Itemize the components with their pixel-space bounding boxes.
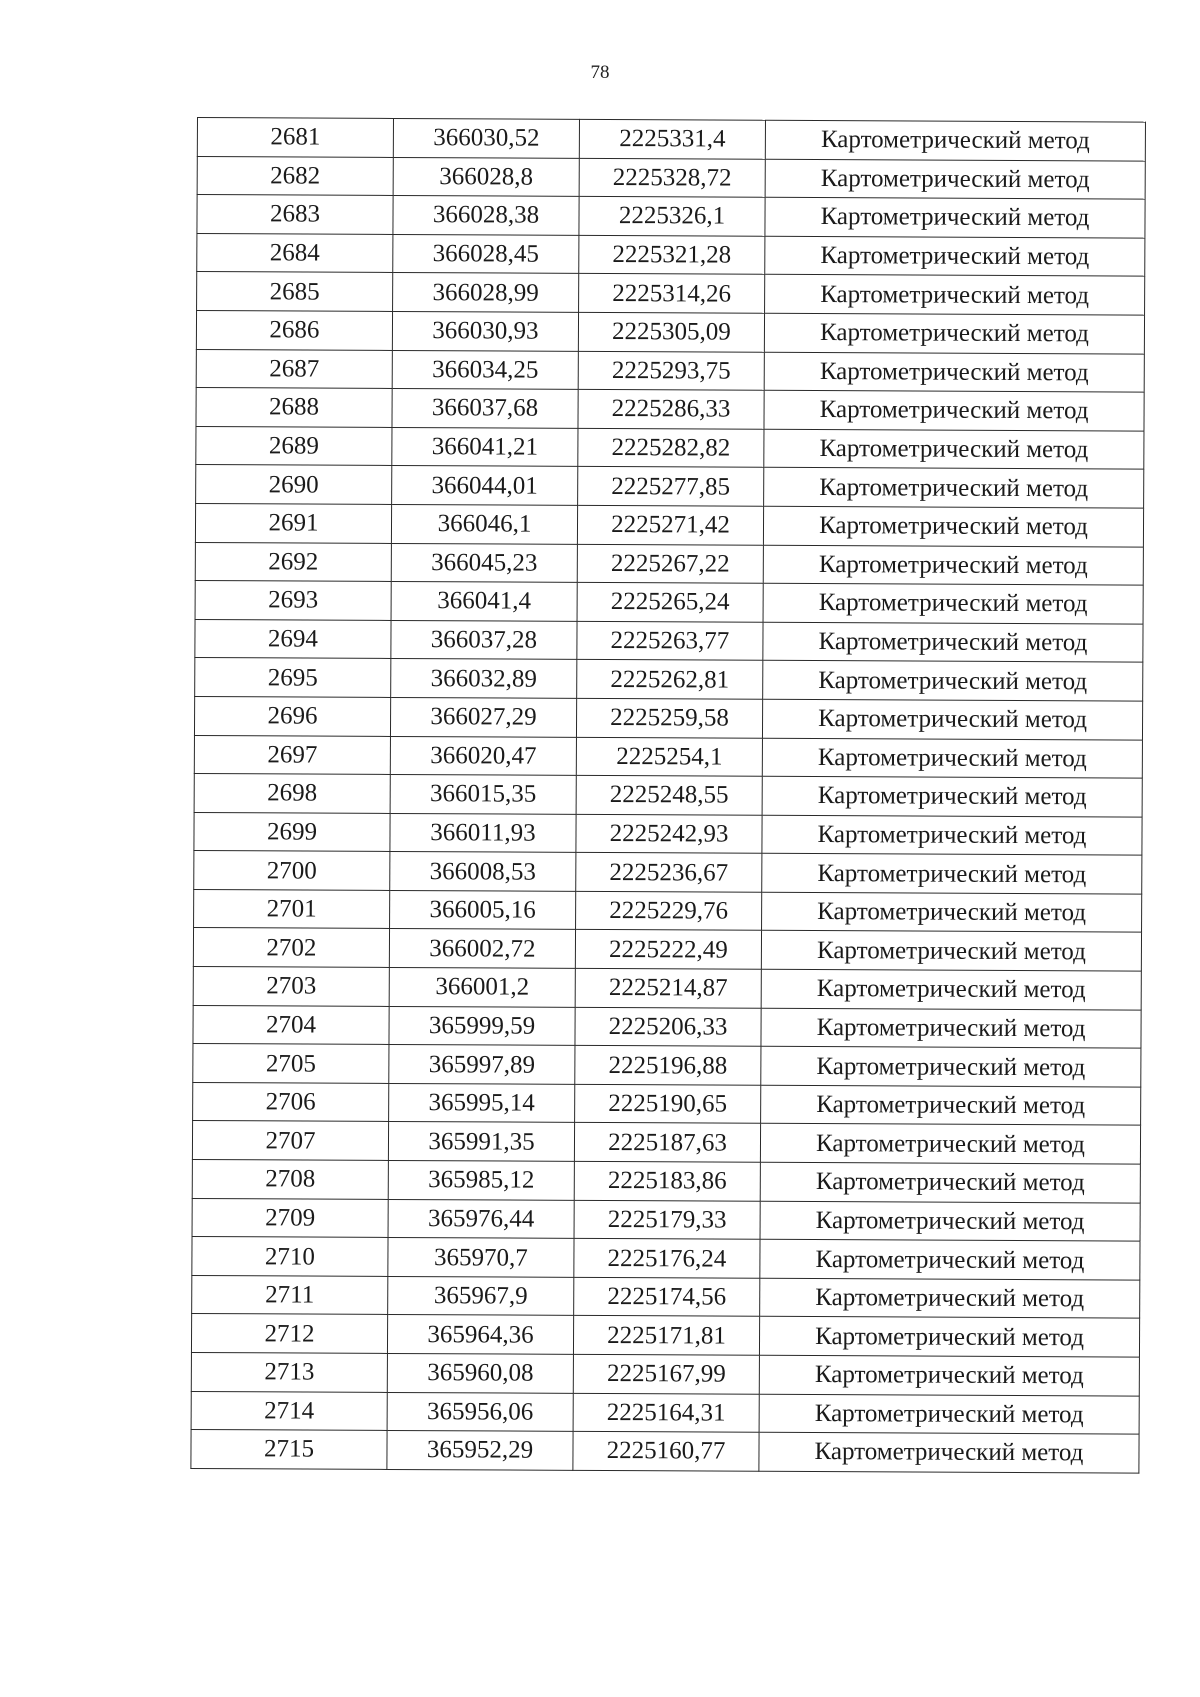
y-coordinate-cell: 2225236,67 [576, 853, 762, 893]
y-coordinate-cell: 2225259,58 [576, 698, 762, 738]
y-coordinate-cell: 2225331,4 [579, 119, 765, 159]
y-coordinate-cell: 2225206,33 [575, 1007, 761, 1047]
y-coordinate-cell: 2225174,56 [574, 1277, 760, 1317]
point-number-cell: 2681 [197, 118, 393, 158]
x-coordinate-cell: 366027,29 [390, 697, 576, 737]
table-row [192, 1198, 1140, 1241]
x-coordinate-cell: 365967,9 [388, 1276, 574, 1316]
y-coordinate-cell: 2225160,77 [573, 1432, 759, 1472]
method-cell: Картометрический метод [764, 468, 1144, 508]
method-cell: Картометрический метод [761, 1047, 1141, 1087]
y-coordinate-cell: 2225282,82 [578, 428, 764, 468]
method-cell: Картометрический метод [760, 1278, 1140, 1318]
point-number-cell: 2688 [196, 388, 392, 428]
x-coordinate-cell: 366041,4 [391, 582, 577, 622]
x-coordinate-cell: 366005,16 [390, 890, 576, 930]
method-cell: Картометрический метод [764, 313, 1144, 353]
y-coordinate-cell: 2225267,22 [577, 544, 763, 584]
table-row [191, 1352, 1139, 1395]
method-cell: Картометрический метод [762, 738, 1142, 778]
method-cell: Картометрический метод [762, 892, 1142, 932]
y-coordinate-cell: 2225190,65 [575, 1084, 761, 1124]
method-cell: Картометрический метод [761, 931, 1141, 971]
method-cell: Картометрический метод [765, 236, 1145, 276]
table-row [194, 696, 1142, 739]
table-row [191, 1314, 1139, 1357]
y-coordinate-cell: 2225179,33 [574, 1200, 760, 1240]
method-cell: Картометрический метод [765, 120, 1145, 160]
point-number-cell: 2697 [194, 735, 390, 775]
y-coordinate-cell: 2225254,1 [576, 737, 762, 777]
point-number-cell: 2687 [196, 349, 392, 389]
table-row [197, 233, 1145, 276]
y-coordinate-cell: 2225196,88 [575, 1046, 761, 1086]
point-number-cell: 2712 [191, 1314, 387, 1354]
point-number-cell: 2710 [192, 1237, 388, 1277]
point-number-cell: 2691 [195, 503, 391, 543]
y-coordinate-cell: 2225321,28 [579, 235, 765, 275]
table-row [196, 349, 1144, 392]
x-coordinate-cell: 366044,01 [392, 466, 578, 506]
point-number-cell: 2689 [196, 426, 392, 466]
point-number-cell: 2696 [194, 696, 390, 736]
table-row [197, 195, 1145, 238]
table-row [195, 581, 1143, 624]
point-number-cell: 2714 [191, 1391, 387, 1431]
method-cell: Картометрический метод [763, 506, 1143, 546]
table-row [193, 1082, 1141, 1125]
x-coordinate-cell: 366046,1 [391, 504, 577, 544]
table-row [197, 156, 1145, 199]
table-row [196, 426, 1144, 469]
x-coordinate-cell: 365976,44 [388, 1199, 574, 1239]
point-number-cell: 2713 [191, 1352, 387, 1392]
x-coordinate-cell: 366028,8 [393, 157, 579, 197]
table-row [191, 1430, 1139, 1473]
x-coordinate-cell: 366037,28 [391, 620, 577, 660]
table-row [193, 928, 1141, 971]
method-cell: Картометрический метод [763, 545, 1143, 585]
method-cell: Картометрический метод [764, 352, 1144, 392]
method-cell: Картометрический метод [760, 1201, 1140, 1241]
y-coordinate-cell: 2225326,1 [579, 197, 765, 237]
table-row [195, 619, 1143, 662]
method-cell: Картометрический метод [762, 815, 1142, 855]
y-coordinate-cell: 2225262,81 [577, 660, 763, 700]
method-cell: Картометрический метод [765, 159, 1145, 199]
method-cell: Картометрический метод [762, 699, 1142, 739]
x-coordinate-cell: 366020,47 [390, 736, 576, 776]
x-coordinate-cell: 365964,36 [387, 1315, 573, 1355]
y-coordinate-cell: 2225214,87 [575, 968, 761, 1008]
coordinates-table [190, 117, 1146, 1473]
y-coordinate-cell: 2225305,09 [578, 312, 764, 352]
y-coordinate-cell: 2225171,81 [573, 1316, 759, 1356]
y-coordinate-cell: 2225167,99 [573, 1354, 759, 1394]
x-coordinate-cell: 366041,21 [392, 427, 578, 467]
table-row [192, 1160, 1140, 1203]
table-row [194, 735, 1142, 778]
y-coordinate-cell: 2225314,26 [579, 274, 765, 314]
method-cell: Картометрический метод [763, 661, 1143, 701]
point-number-cell: 2685 [197, 272, 393, 312]
table-row [194, 812, 1142, 855]
y-coordinate-cell: 2225248,55 [576, 775, 762, 815]
y-coordinate-cell: 2225187,63 [574, 1123, 760, 1163]
x-coordinate-cell: 366034,25 [392, 350, 578, 390]
table-row [197, 118, 1145, 161]
method-cell: Картометрический метод [765, 275, 1145, 315]
x-coordinate-cell: 366030,52 [393, 118, 579, 158]
y-coordinate-cell: 2225328,72 [579, 158, 765, 198]
table-row [193, 1044, 1141, 1087]
point-number-cell: 2686 [196, 310, 392, 350]
table-row [196, 465, 1144, 508]
y-coordinate-cell: 2225271,42 [577, 505, 763, 545]
point-number-cell: 2692 [195, 542, 391, 582]
point-number-cell: 2700 [194, 851, 390, 891]
point-number-cell: 2715 [191, 1430, 387, 1470]
point-number-cell: 2690 [196, 465, 392, 505]
table-row [192, 1275, 1140, 1318]
method-cell: Картометрический метод [764, 429, 1144, 469]
method-cell: Картометрический метод [762, 776, 1142, 816]
y-coordinate-cell: 2225263,77 [577, 621, 763, 661]
table-row [194, 774, 1142, 817]
point-number-cell: 2698 [194, 774, 390, 814]
point-number-cell: 2707 [192, 1121, 388, 1161]
x-coordinate-cell: 366030,93 [392, 311, 578, 351]
table-row [196, 310, 1144, 353]
point-number-cell: 2701 [194, 889, 390, 929]
method-cell: Картометрический метод [759, 1432, 1139, 1472]
table-row [195, 503, 1143, 546]
y-coordinate-cell: 2225242,93 [576, 814, 762, 854]
x-coordinate-cell: 365985,12 [388, 1160, 574, 1200]
method-cell: Картометрический метод [759, 1317, 1139, 1357]
point-number-cell: 2706 [193, 1082, 389, 1122]
method-cell: Картометрический метод [761, 969, 1141, 1009]
point-number-cell: 2682 [197, 156, 393, 196]
table-row [194, 851, 1142, 894]
method-cell: Картометрический метод [760, 1124, 1140, 1164]
point-number-cell: 2708 [192, 1160, 388, 1200]
method-cell: Картометрический метод [760, 1162, 1140, 1202]
x-coordinate-cell: 365995,14 [389, 1083, 575, 1123]
x-coordinate-cell: 366028,38 [393, 196, 579, 236]
point-number-cell: 2711 [192, 1275, 388, 1315]
x-coordinate-cell: 365952,29 [387, 1431, 573, 1471]
point-number-cell: 2699 [194, 812, 390, 852]
point-number-cell: 2693 [195, 581, 391, 621]
table-row [195, 542, 1143, 585]
method-cell: Картометрический метод [761, 1085, 1141, 1125]
method-cell: Картометрический метод [761, 1008, 1141, 1048]
y-coordinate-cell: 2225293,75 [578, 351, 764, 391]
method-cell: Картометрический метод [764, 390, 1144, 430]
method-cell: Картометрический метод [759, 1394, 1139, 1434]
x-coordinate-cell: 366008,53 [390, 852, 576, 892]
x-coordinate-cell: 365991,35 [388, 1122, 574, 1162]
y-coordinate-cell: 2225164,31 [573, 1393, 759, 1433]
page-number: 78 [590, 62, 610, 83]
x-coordinate-cell: 366011,93 [390, 813, 576, 853]
table-row [197, 272, 1145, 315]
x-coordinate-cell: 366037,68 [392, 389, 578, 429]
x-coordinate-cell: 366015,35 [390, 775, 576, 815]
x-coordinate-cell: 365999,59 [389, 1006, 575, 1046]
table-row [194, 889, 1142, 932]
table-row [192, 1237, 1140, 1280]
x-coordinate-cell: 366028,99 [393, 273, 579, 313]
x-coordinate-cell: 366045,23 [391, 543, 577, 583]
method-cell: Картометрический метод [765, 197, 1145, 237]
x-coordinate-cell: 366032,89 [391, 659, 577, 699]
method-cell: Картометрический метод [763, 622, 1143, 662]
table-row [193, 967, 1141, 1010]
coordinates-table-body [191, 118, 1146, 1473]
table-row [195, 658, 1143, 701]
method-cell: Картометрический метод [759, 1355, 1139, 1395]
method-cell: Картометрический метод [760, 1239, 1140, 1279]
point-number-cell: 2704 [193, 1005, 389, 1045]
point-number-cell: 2695 [195, 658, 391, 698]
y-coordinate-cell: 2225176,24 [574, 1239, 760, 1279]
x-coordinate-cell: 365956,06 [387, 1392, 573, 1432]
method-cell: Картометрический метод [762, 854, 1142, 894]
method-cell: Картометрический метод [763, 583, 1143, 623]
point-number-cell: 2684 [197, 233, 393, 273]
y-coordinate-cell: 2225229,76 [576, 891, 762, 931]
table-row [196, 388, 1144, 431]
table-row [192, 1121, 1140, 1164]
x-coordinate-cell: 366002,72 [389, 929, 575, 969]
y-coordinate-cell: 2225265,24 [577, 582, 763, 622]
x-coordinate-cell: 366001,2 [389, 968, 575, 1008]
x-coordinate-cell: 366028,45 [393, 234, 579, 274]
point-number-cell: 2705 [193, 1044, 389, 1084]
point-number-cell: 2703 [193, 967, 389, 1007]
y-coordinate-cell: 2225277,85 [578, 467, 764, 507]
x-coordinate-cell: 365970,7 [388, 1238, 574, 1278]
x-coordinate-cell: 365960,08 [387, 1353, 573, 1393]
table-row [193, 1005, 1141, 1048]
point-number-cell: 2702 [193, 928, 389, 968]
x-coordinate-cell: 365997,89 [389, 1045, 575, 1085]
point-number-cell: 2694 [195, 619, 391, 659]
table-row [191, 1391, 1139, 1434]
point-number-cell: 2709 [192, 1198, 388, 1238]
y-coordinate-cell: 2225222,49 [575, 930, 761, 970]
y-coordinate-cell: 2225286,33 [578, 390, 764, 430]
point-number-cell: 2683 [197, 195, 393, 235]
y-coordinate-cell: 2225183,86 [574, 1161, 760, 1201]
